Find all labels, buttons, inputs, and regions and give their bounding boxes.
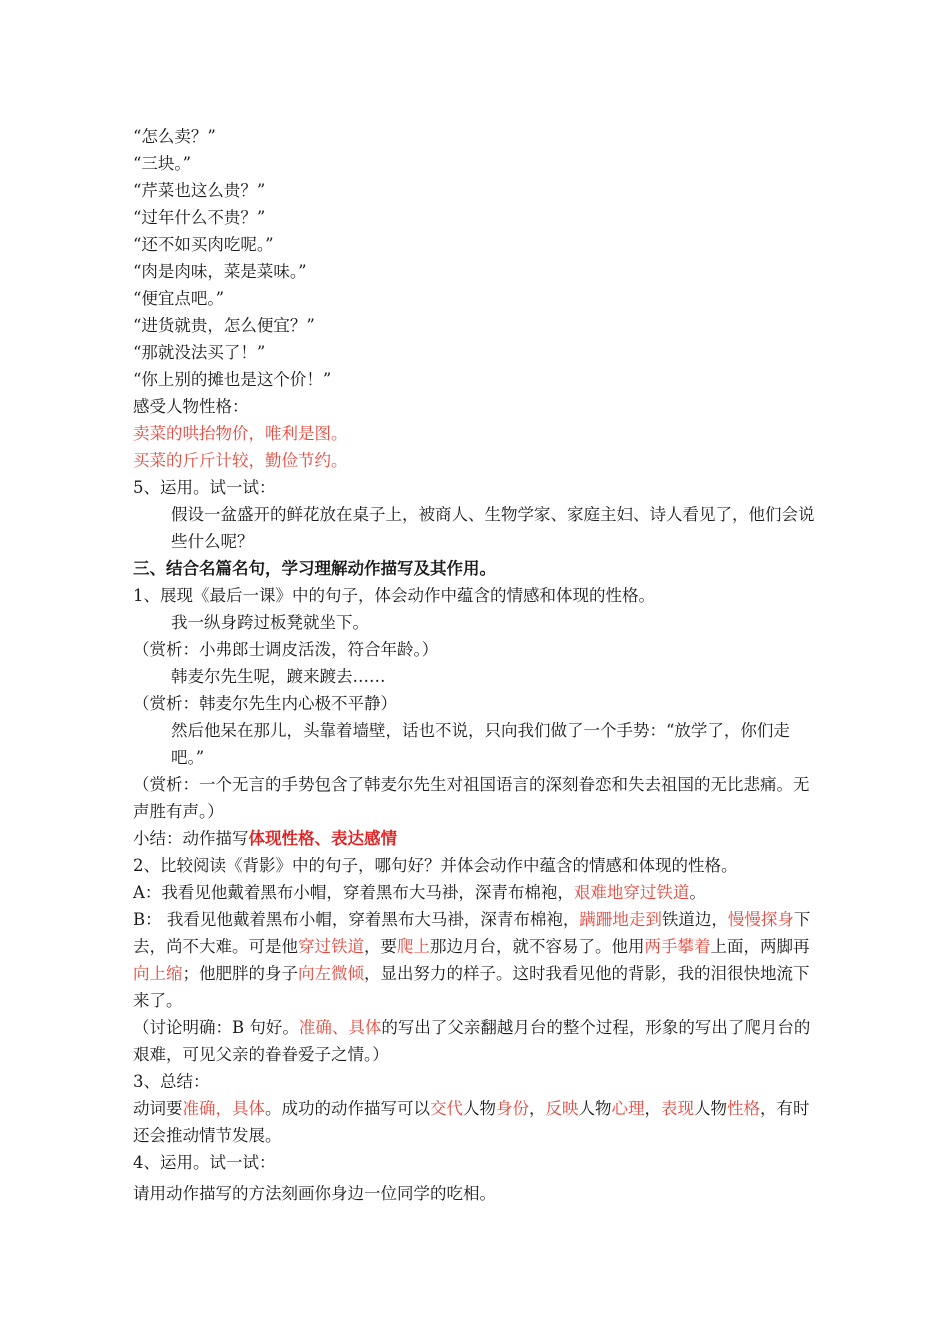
option-b-highlight: 两手攀着 [644,937,711,956]
item3-heading: 3、总结： [133,1072,210,1091]
summary-line [133,825,823,852]
dialogue-line: “怎么卖？” [133,127,216,146]
conclusion-text: 人物 [578,1099,612,1118]
conclusion-text: 人物 [463,1099,496,1118]
option-b-text: ，显出努力的样子。这时我看见他的背影，我的泪很快地流下来了。 [133,964,810,1010]
conclusion-text: ， [644,1099,661,1118]
dialogue-line: “进货就贵，怎么便宜？” [133,316,315,335]
option-b-text: 那边月台，就不容易了。他用 [430,937,645,956]
dialogue-block [133,123,823,393]
buyer-character: 买菜的斤斤计较，勤俭节约。 [133,451,348,470]
option-b-text: 下去，尚不大难。可是他 [133,910,811,956]
quote-1: 我一纵身跨过板凳就坐下。 [171,613,369,632]
dialogue-line: “那就没法买了！” [133,343,266,362]
analysis-3: （赏析：一个无言的手势包含了韩麦尔先生对祖国语言的深刻眷恋和失去祖国的无比悲痛。无声胜有声。） [133,775,810,821]
dialogue-line: “肉是肉味，菜是菜味。” [133,262,307,281]
conclusion-highlight: 准确，具体 [182,1099,265,1118]
apply5-body: 假设一盆盛开的鲜花放在桌子上，被商人、生物学家、家庭主妇、诗人看见了，他们会说些什么呢？ [171,505,815,551]
option-b-highlight: 慢慢探身 [727,910,794,929]
option-b-text: ；他肥胖的身子 [182,964,298,983]
option-b [133,906,823,1014]
seller-character: 卖菜的哄抬物价，唯利是图。 [133,424,348,443]
analysis-1: （赏析：小弗郎士调皮活泼，符合年龄。） [133,640,439,659]
conclusion-text: ，有时还会推动情节发展。 [133,1099,810,1145]
document-page [133,123,823,1211]
option-b-text: 铁道边， [661,910,728,929]
conclusion-highlight: 身份 [496,1099,529,1118]
quote-3: 然后他呆在那儿，头靠着墙壁，话也不说，只向我们做了一个手势：“放学了，你们走吧。” [171,721,790,767]
discussion-highlight: 准确、具体 [298,1018,382,1037]
option-b-highlight: 穿过铁道 [298,937,364,956]
task-line: 请用动作描写的方法刻画你身边一位同学的吃相。 [133,1184,496,1203]
dialogue-line: “过年什么不贵？” [133,208,266,227]
summary-highlight: 体现性格、表达感情 [248,829,397,848]
item4-heading: 4、运用。试一试： [133,1153,276,1172]
option-b-highlight: 向左微倾 [298,964,364,983]
conclusion-text: 。成功的动作描写可以 [265,1099,430,1118]
dialogue-line: “便宜点吧。” [133,289,225,308]
feel-character-label: 感受人物性格： [133,397,249,416]
conclusion-highlight: 反映 [545,1099,579,1118]
conclusion-highlight: 交代 [430,1099,463,1118]
option-b-text: 上面，两脚再 [710,937,810,956]
section3-heading: 三、结合名篇名句，学习理解动作描写及其作用。 [133,559,496,578]
option-a-text: A：我看见他戴着黑布小帽，穿着黑布大马褂，深青布棉袍， [133,883,574,902]
dialogue-line: “还不如买肉吃呢。” [133,235,274,254]
conclusion-highlight: 心理 [611,1099,645,1118]
dialogue-line: “你上别的摊也是这个价！” [133,370,332,389]
discussion-text: 的写出了父亲翻越月台的整个过程，形象的写出了爬月台的艰难，可见父亲的眷眷爱子之情。） [133,1018,811,1064]
discussion-text: （讨论明确：B 句好。 [133,1018,299,1037]
option-a [133,879,823,906]
conclusion-text: 动词要 [133,1099,183,1118]
option-b-highlight: 向上缩 [133,964,183,983]
conclusion [133,1095,823,1149]
item1-heading: 1、展现《最后一课》中的句子，体会动作中蕴含的情感和体现的性格。 [133,586,655,605]
quote-2: 韩麦尔先生呢，踱来踱去…… [171,667,386,686]
option-a-highlight: 艰难地穿过铁道 [573,883,690,902]
conclusion-text: ， [529,1099,546,1118]
dialogue-line: “芹菜也这么贵？” [133,181,266,200]
analysis-2: （赏析：韩麦尔先生内心极不平静） [133,694,397,713]
option-a-end: 。 [689,883,706,902]
option-b-text: B： 我看见他戴着黑布小帽，穿着黑布大马褂，深青布棉袍， [133,910,580,929]
summary-prefix: 小结：动作描写 [133,829,249,848]
apply5-heading: 5、运用。试一试： [133,478,276,497]
option-b-highlight: 爬上 [397,937,430,956]
conclusion-highlight: 性格 [727,1099,760,1118]
item2-heading: 2、比较阅读《背影》中的句子，哪句好？并体会动作中蕴含的情感和体现的性格。 [133,856,738,875]
discussion [133,1014,823,1068]
conclusion-text: 人物 [694,1099,727,1118]
conclusion-highlight: 表现 [661,1099,694,1118]
dialogue-line: “三块。” [133,154,192,173]
option-b-text: ，要 [364,937,397,956]
option-b-highlight: 蹒跚地走到 [579,910,662,929]
